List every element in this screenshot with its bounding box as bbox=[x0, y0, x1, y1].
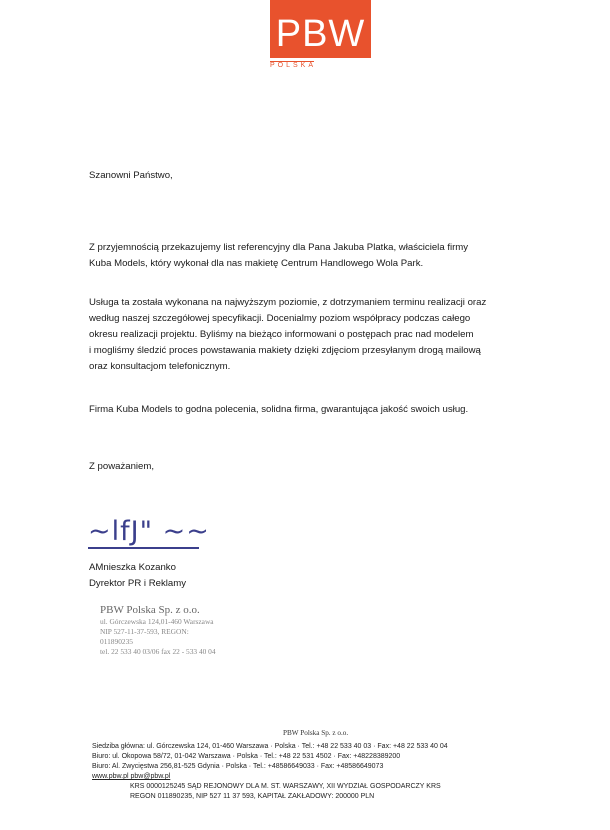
stamp-line: ul. Górczewska 124,01-460 Warszawa bbox=[100, 617, 214, 626]
handwritten-signature: ~lfJ" ~~ bbox=[88, 516, 210, 547]
paragraph-3-text: Firma Kuba Models to godna polecenia, solidna firma, gwarantująca jakość swoich usług. bbox=[89, 404, 469, 415]
company-stamp bbox=[100, 604, 216, 657]
closing-text: Z poważaniem, bbox=[89, 461, 155, 472]
stamp-line: NIP 527-11-37-593, REGON: bbox=[100, 627, 189, 636]
stamp-line: 011890235 bbox=[100, 637, 133, 646]
footer-registry-line: REGON 011890235, NIP 527 11 37 593, KAPITAŁ ZAKŁADOWY: 200000 PLN bbox=[130, 793, 375, 800]
paragraph-1 bbox=[89, 240, 529, 272]
logo-text: PBW bbox=[275, 13, 366, 55]
paragraph-2-line: Usługa ta została wykonana na najwyższym poziomie, z dotrzymaniem terminu realizacji oraz bbox=[89, 297, 487, 308]
greeting bbox=[89, 168, 529, 184]
footer-title: PBW Polska Sp. z o.o. bbox=[283, 729, 349, 737]
paragraph-2-line: okresu realizacji projektu. Byliśmy na bieżąco informowani o postępach prac nad modelem bbox=[89, 329, 474, 340]
paragraph-3 bbox=[89, 402, 529, 418]
greeting-text: Szanowni Państwo, bbox=[89, 170, 173, 181]
footer-registry-line: KRS 0000125245 SĄD REJONOWY DLA M. ST. WARSZAWY, XII WYDZIAŁ GOSPODARCZY KRS bbox=[130, 783, 441, 790]
footer-address-line: Biuro: Al. Zwycięstwa 256,81-525 Gdynia · Polska · Tel.: +48586649033 · Fax: +48586649073 bbox=[92, 763, 384, 770]
footer-address-line: Siedziba główna: ul. Górczewska 124, 01-460 Warszawa · Polska · Tel.: +48 22 533 40 03 · Fax: +48 22 533 40 04 bbox=[92, 743, 448, 750]
stamp-title: PBW Polska Sp. z o.o. bbox=[100, 604, 200, 616]
paragraph-1-line: Z przyjemnością przekazujemy list referencyjny dla Pana Jakuba Platka, właściciela firmy bbox=[89, 242, 469, 253]
stamp-line: tel. 22 533 40 03/06 fax 22 - 533 40 04 bbox=[100, 647, 216, 656]
paragraph-2-line: oraz konsultacjom telefonicznym. bbox=[89, 361, 231, 372]
signer-title: Dyrektor PR i Reklamy bbox=[89, 578, 187, 589]
signer-block bbox=[89, 560, 529, 592]
signature-underline bbox=[88, 547, 199, 549]
paragraph-2 bbox=[89, 295, 529, 375]
logo-subtext: POLSKA bbox=[270, 62, 317, 69]
paragraph-2-line: według naszej szczegółowej specyfikacji. Docenialmy poziom współpracy podczas całego bbox=[89, 313, 471, 324]
paragraph-1-line: Kuba Models, który wykonał dla nas makietę Centrum Handlowego Wola Park. bbox=[89, 258, 424, 269]
footer-website-link[interactable]: www.pbw.pl pbw@pbw.pl bbox=[92, 773, 171, 780]
signer-name: AMnieszka Kozanko bbox=[89, 562, 176, 573]
closing bbox=[89, 459, 529, 475]
footer-address-line: Biuro: ul. Okopowa 58/72, 01-042 Warszawa · Polska · Tel.: +48 22 531 4502 · Fax: +48228389200 bbox=[92, 753, 401, 760]
paragraph-2-line: i mogliśmy śledzić proces powstawania makiety dzięki zdjęciom przesyłanym drogą mailową bbox=[89, 345, 481, 356]
letterhead-logo bbox=[270, 0, 371, 58]
